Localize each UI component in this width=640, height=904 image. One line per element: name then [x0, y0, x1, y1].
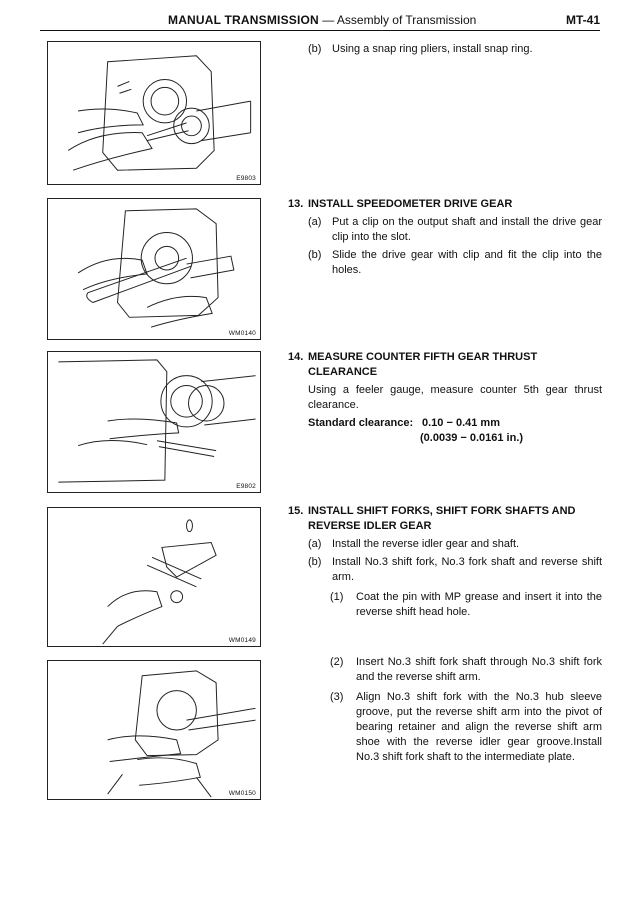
step-title [288, 197, 602, 212]
header-title [168, 13, 476, 27]
spec-label: Standard clearance: [308, 417, 414, 429]
page-number: MT-41 [565, 13, 600, 27]
step-number: 15. [288, 505, 304, 517]
list-item [288, 555, 602, 585]
step-13 [288, 197, 602, 278]
item-label: (b) [308, 43, 322, 55]
item-label: (a) [308, 538, 322, 550]
step-heading: MEASURE COUNTER FIFTH GEAR THRUST CLEARANCE [308, 351, 538, 378]
step-heading: INSTALL SHIFT FORKS, SHIFT FORK SHAFTS AND REVERSE IDLER GEAR [308, 505, 576, 532]
item-label: (a) [308, 216, 322, 228]
item-label: (b) [308, 556, 322, 568]
figure-code: WM0140 [228, 330, 256, 337]
header-title-sub: — Assembly of Transmission [318, 13, 477, 27]
step-text: Using a feeler gauge, measure counter 5th gear thrust clearance. [308, 384, 602, 411]
figure-thrust-clearance [47, 351, 261, 493]
figure-fork-shaft [47, 660, 261, 800]
item-text: Slide the drive gear with clip and fit the clip into the holes. [332, 249, 602, 276]
item-label: (b) [308, 249, 322, 261]
figure-code: WM0149 [228, 637, 256, 644]
step-14 [288, 350, 602, 446]
step-heading: INSTALL SPEEDOMETER DRIVE GEAR [308, 198, 513, 210]
figure-snap-ring [47, 41, 261, 185]
thrust-clearance-illustration [48, 352, 260, 492]
item-text: Coat the pin with MP grease and insert it into the reverse shift head hole. [356, 591, 602, 618]
item-label: (1) [330, 591, 344, 603]
step-15 [288, 504, 602, 620]
page-header [40, 8, 600, 30]
step-title [288, 504, 602, 534]
figure-code: WM0150 [228, 790, 256, 797]
fork-shaft-illustration [48, 661, 260, 799]
header-title-main: MANUAL TRANSMISSION [168, 13, 319, 27]
step-number: 14. [288, 351, 304, 363]
spec-block [288, 416, 602, 446]
step-15-continued [288, 655, 602, 765]
header-rule [40, 30, 600, 31]
spec-value-imperial: (0.0039 − 0.0161 in.) [420, 432, 524, 444]
figure-code: E9802 [236, 483, 256, 490]
snap-ring-illustration [48, 42, 260, 184]
item-label: (2) [330, 656, 344, 668]
list-item [288, 215, 602, 245]
list-item [288, 537, 602, 552]
speedometer-gear-illustration [48, 199, 260, 339]
item-text: Put a clip on the output shaft and install the drive gear clip into the slot. [332, 216, 602, 243]
item-text: Align No.3 shift fork with the No.3 hub sleeve groove, put the reverse shift arm into the pivot of bearing retainer and align the reverse shift arm shoe with the reverse idler gear groove.Install No.3 shift fork shaft to the intermediate plate. [356, 691, 602, 763]
step-title [288, 350, 602, 380]
shift-fork-illustration [48, 508, 260, 646]
item-text: Insert No.3 shift fork shaft through No.3 shift fork and the reverse shift arm. [356, 656, 602, 683]
figure-code: E9803 [236, 175, 256, 182]
figure-speedometer-gear [47, 198, 261, 340]
step-12-continued [288, 42, 602, 57]
sub-list-item [288, 590, 602, 620]
figure-shift-fork [47, 507, 261, 647]
item-text: Using a snap ring pliers, install snap ring. [332, 43, 533, 55]
item-label: (3) [330, 691, 344, 703]
sub-list-item [288, 690, 602, 765]
list-item [288, 42, 602, 57]
item-text: Install the reverse idler gear and shaft. [332, 538, 520, 550]
sub-list-item [288, 655, 602, 685]
item-text: Install No.3 shift fork, No.3 fork shaft and reverse shift arm. [332, 556, 602, 583]
spec-value-metric: 0.10 − 0.41 mm [422, 417, 500, 429]
step-number: 13. [288, 198, 304, 210]
list-item [288, 248, 602, 278]
